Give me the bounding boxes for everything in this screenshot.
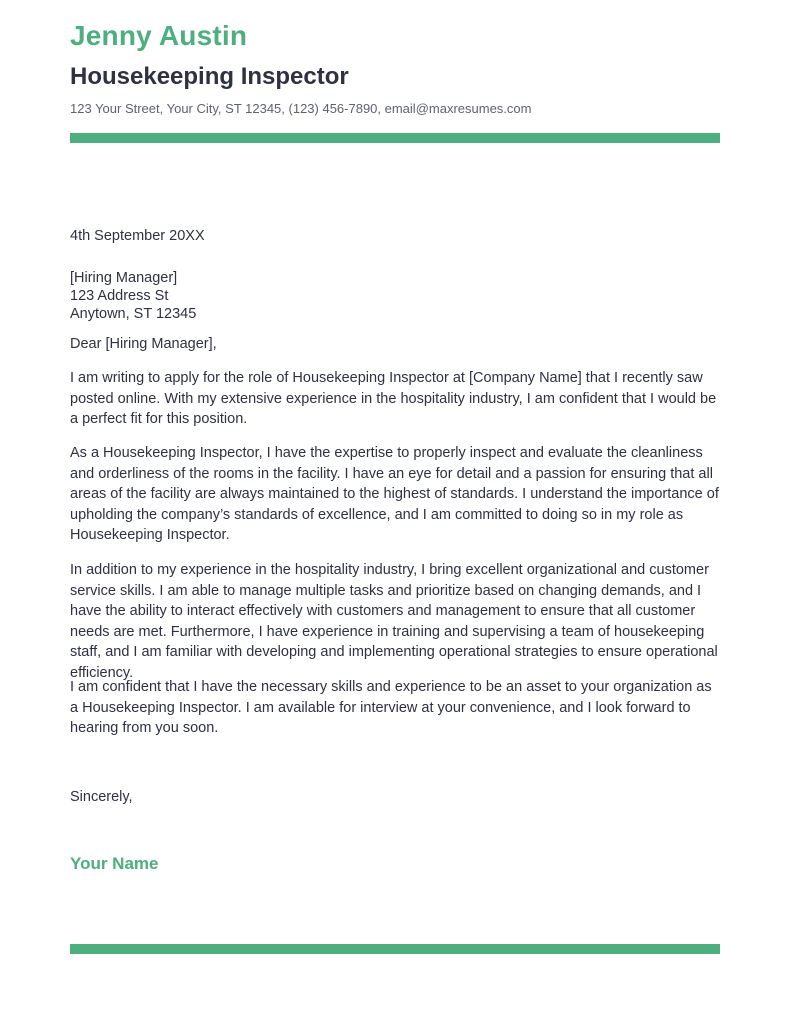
body-paragraph-3: In addition to my experience in the hospitality industry, I bring excellent organizational and customer service skills. I am able to manage multiple tasks and prioritize based on changing demands, and I have the ability to interact effectively with customers and management to ensure that all customer needs are met. Furthermore, I have experience in training and supervising a team of housekeeping staff, and I am familiar with developing and implementing operational strategies to ensure operational efficiency.	[70, 562, 718, 681]
recipient-address-line2: Anytown, ST 12345	[70, 306, 197, 322]
salutation: Dear [Hiring Manager],	[70, 336, 217, 352]
contact-info: 123 Your Street, Your City, ST 12345, (123) 456-7890, email@maxresumes.com	[70, 101, 532, 116]
body-paragraph-2: As a Housekeeping Inspector, I have the expertise to properly inspect and evaluate the cleanliness and orderliness of the rooms in the facility. I have an eye for detail and a passion for ensuring that all areas of the facility are always maintained to the highest of standards. I understand the importance of upholding the company’s standards of excellence, and I am committed to doing so in my role as Housekeeping Inspector.	[70, 445, 719, 544]
header-divider	[70, 133, 720, 143]
signature-name: Your Name	[70, 854, 159, 873]
footer-divider	[70, 944, 720, 954]
body-paragraph-1: I am writing to apply for the role of Housekeeping Inspector at [Company Name] that I recently saw posted online. With my extensive experience in the hospitality industry, I am confident that I would be a perfect fit for this position.	[70, 370, 717, 428]
closing: Sincerely,	[70, 789, 133, 805]
recipient-name: [Hiring Manager]	[70, 270, 178, 286]
letter-date: 4th September 20XX	[70, 228, 205, 244]
job-title: Housekeeping Inspector	[70, 63, 349, 90]
body-paragraph-4: I am confident that I have the necessary skills and experience to be an asset to your organization as a Housekeeping Inspector. I am available for interview at your convenience, and I look forward to hearing from you soon.	[70, 679, 712, 737]
recipient-block	[70, 269, 720, 323]
recipient-address-line1: 123 Address St	[70, 288, 169, 304]
applicant-name: Jenny Austin	[70, 20, 248, 51]
